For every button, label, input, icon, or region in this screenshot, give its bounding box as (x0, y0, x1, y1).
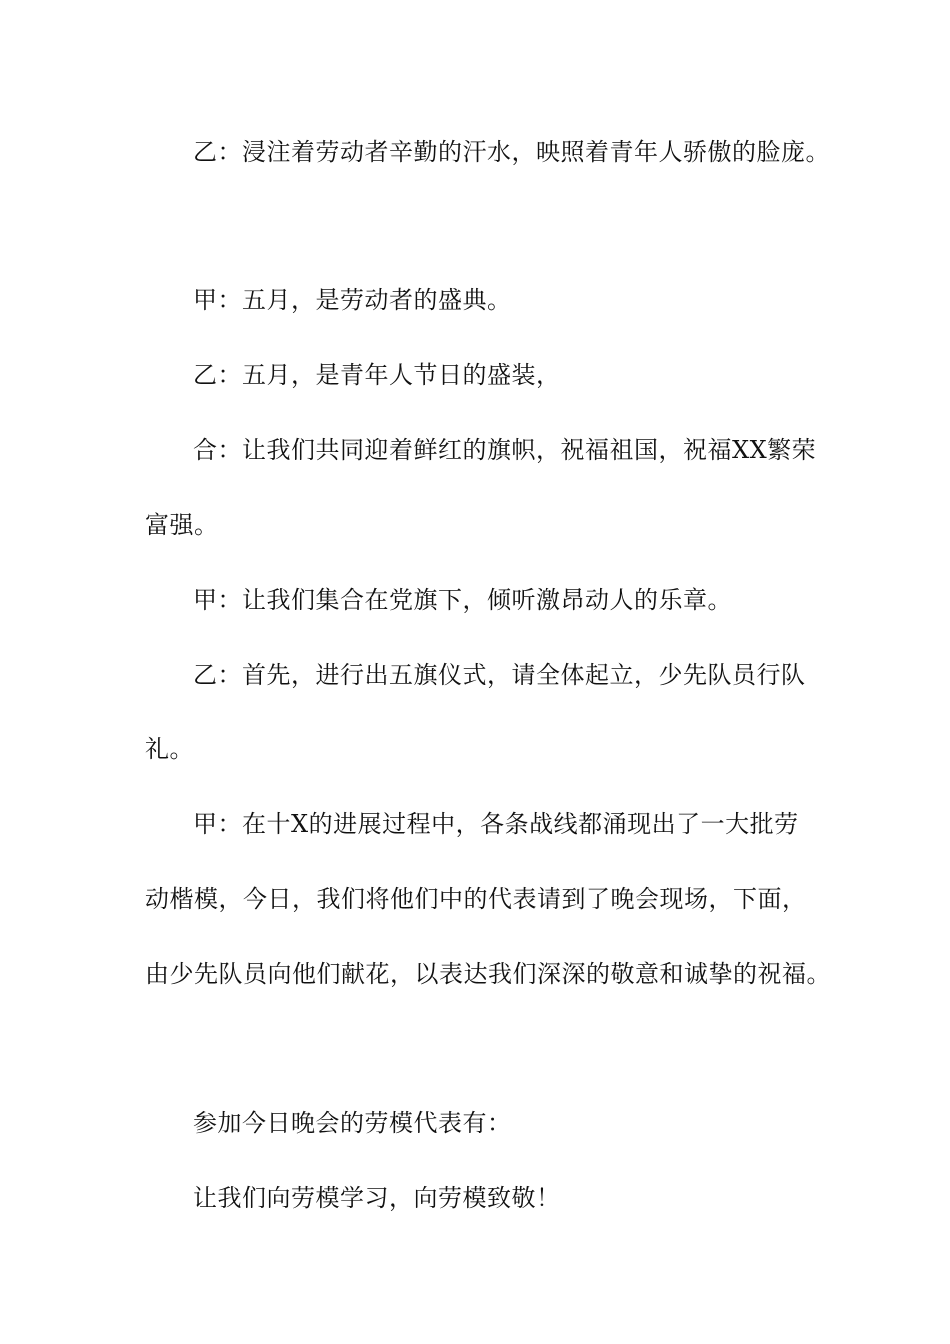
dialogue-line-6-cont: 礼。 (145, 735, 194, 763)
dialogue-line-7-cont-1: 动楷模，今日，我们将他们中的代表请到了晚会现场，下面， (145, 885, 807, 913)
dialogue-line-4-cont: 富强。 (145, 511, 219, 539)
paragraph-line-1: 参加今日晚会的劳模代表有： (193, 1109, 512, 1137)
dialogue-line-1: 乙：浸注着劳动者辛勤的汗水，映照着青年人骄傲的脸庞。 (193, 138, 830, 166)
dialogue-line-7: 甲：在十X的进展过程中，各条战线都涌现出了一大批劳 (193, 810, 799, 838)
dialogue-line-6: 乙：首先，进行出五旗仪式，请全体起立，少先队员行队 (193, 661, 806, 689)
dialogue-line-7-cont-2: 由少先队员向他们献花，以表达我们深深的敬意和诚挚的祝福。 (145, 960, 831, 988)
dialogue-line-4: 合：让我们共同迎着鲜红的旗帜，祝福祖国，祝福XX繁荣 (193, 436, 817, 464)
paragraph-line-2: 让我们向劳模学习，向劳模致敬！ (193, 1184, 561, 1212)
dialogue-line-3: 乙：五月，是青年人节日的盛装， (193, 361, 561, 389)
dialogue-line-5: 甲：让我们集合在党旗下，倾听激昂动人的乐章。 (193, 586, 732, 614)
dialogue-line-2: 甲：五月，是劳动者的盛典。 (193, 286, 512, 314)
